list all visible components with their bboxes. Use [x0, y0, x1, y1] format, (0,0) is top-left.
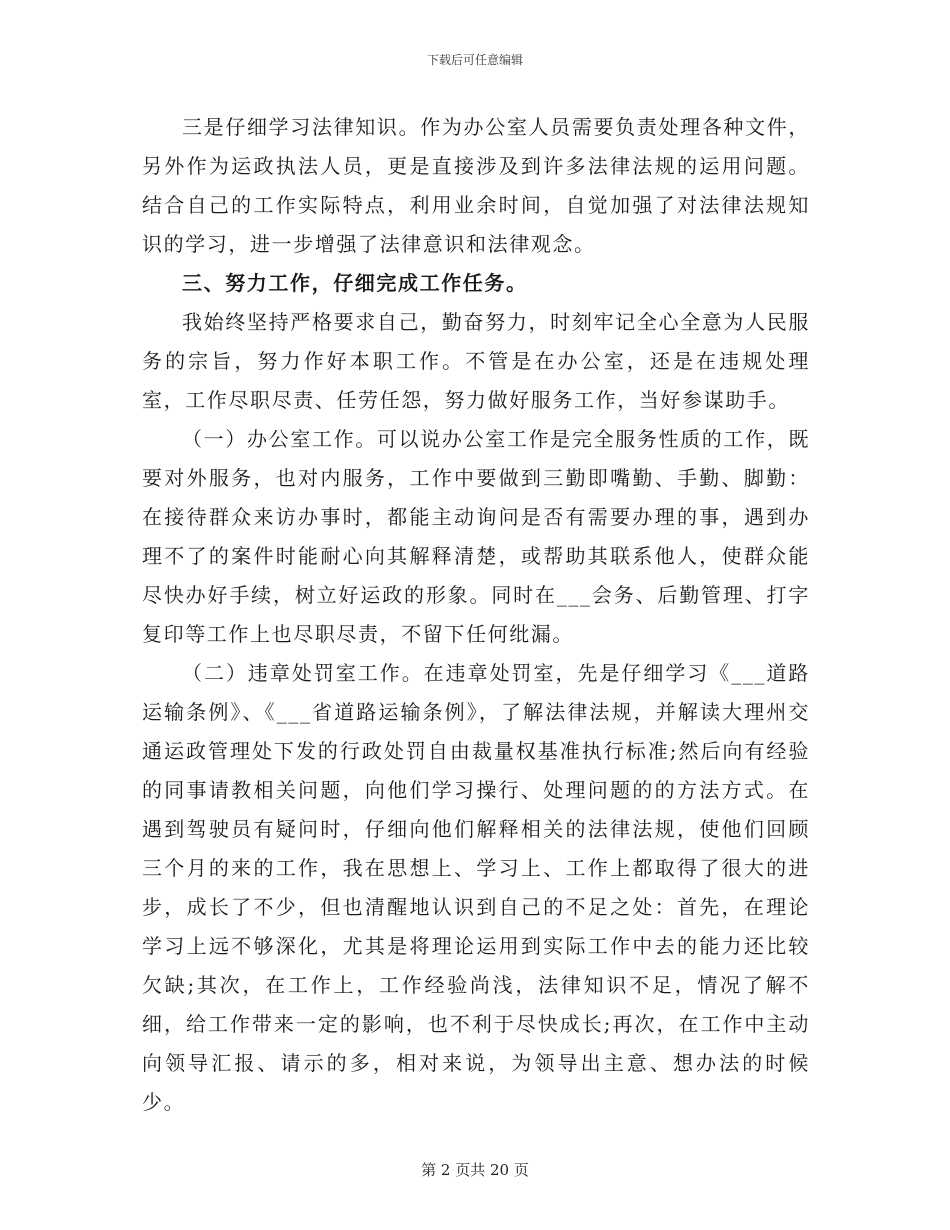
paragraph-work-attitude: 我始终坚持严格要求自己，勤奋努力，时刻牢记全心全意为人民服务的宗旨，努力作好本职工作。不管是在办公室，还是在违规处理室，工作尽职尽责、任劳任怨，努力做好服务工作，当好参谋助手。	[142, 310, 810, 412]
section-heading-work: 三、努力工作，仔细完成工作任务。	[182, 271, 528, 295]
paragraph-legal-study: 三是仔细学习法律知识。作为办公室人员需要负责处理各种文件，另外作为运政执法人员，更是直接涉及到许多法律法规的运用问题。结合自己的工作实际特点，利用业余时间，自觉加强了对法律法规知识的学习，进一步增强了法律意识和法律观念。	[142, 115, 810, 256]
paragraph-office-work: （一）办公室工作。可以说办公室工作是完全服务性质的工作，既要对外服务，也对内服务，工作中要做到三勤即嘴勤、手勤、脚勤：在接待群众来访办事时，都能主动询问是否有需要办理的事，遇到办理不了的案件时能耐心向其解释清楚，或帮助其联系他人，使群众能尽快办好手续，树立好运政的形象。同时在___会务、后勤管理、打字复印等工作上也尽职尽责，不留下任何纰漏。	[142, 427, 810, 646]
document-body	[142, 108, 810, 1122]
page-number: 第 2 页共 20 页	[421, 1161, 529, 1179]
paragraph-violation-office: （二）违章处罚室工作。在违章处罚室，先是仔细学习《___道路运输条例》、《___省道路运输条例》，了解法律法规，并解读大理州交通运政管理处下发的行政处罚自由裁量权基准执行标准;然后向有经验的同事请教相关问题，向他们学习操行、处理问题的的方法方式。在遇到驾驶员有疑问时，仔细向他们解释相关的法律法规，使他们回顾三个月的来的工作，我在思想上、学习上、工作上都取得了很大的进步，成长了不少，但也清醒地认识到自己的不足之处：首先，在理论学习上远不够深化，尤其是将理论运用到实际工作中去的能力还比较欠缺;其次，在工作上，工作经验尚浅，法律知识不足，情况了解不细，给工作带来一定的影响，也不利于尽快成长;再次，在工作中主动向领导汇报、请示的多，相对来说，为领导出主意、想办法的时候少。	[142, 661, 810, 1114]
page-header-note: 下载后可任意编辑	[426, 53, 523, 67]
